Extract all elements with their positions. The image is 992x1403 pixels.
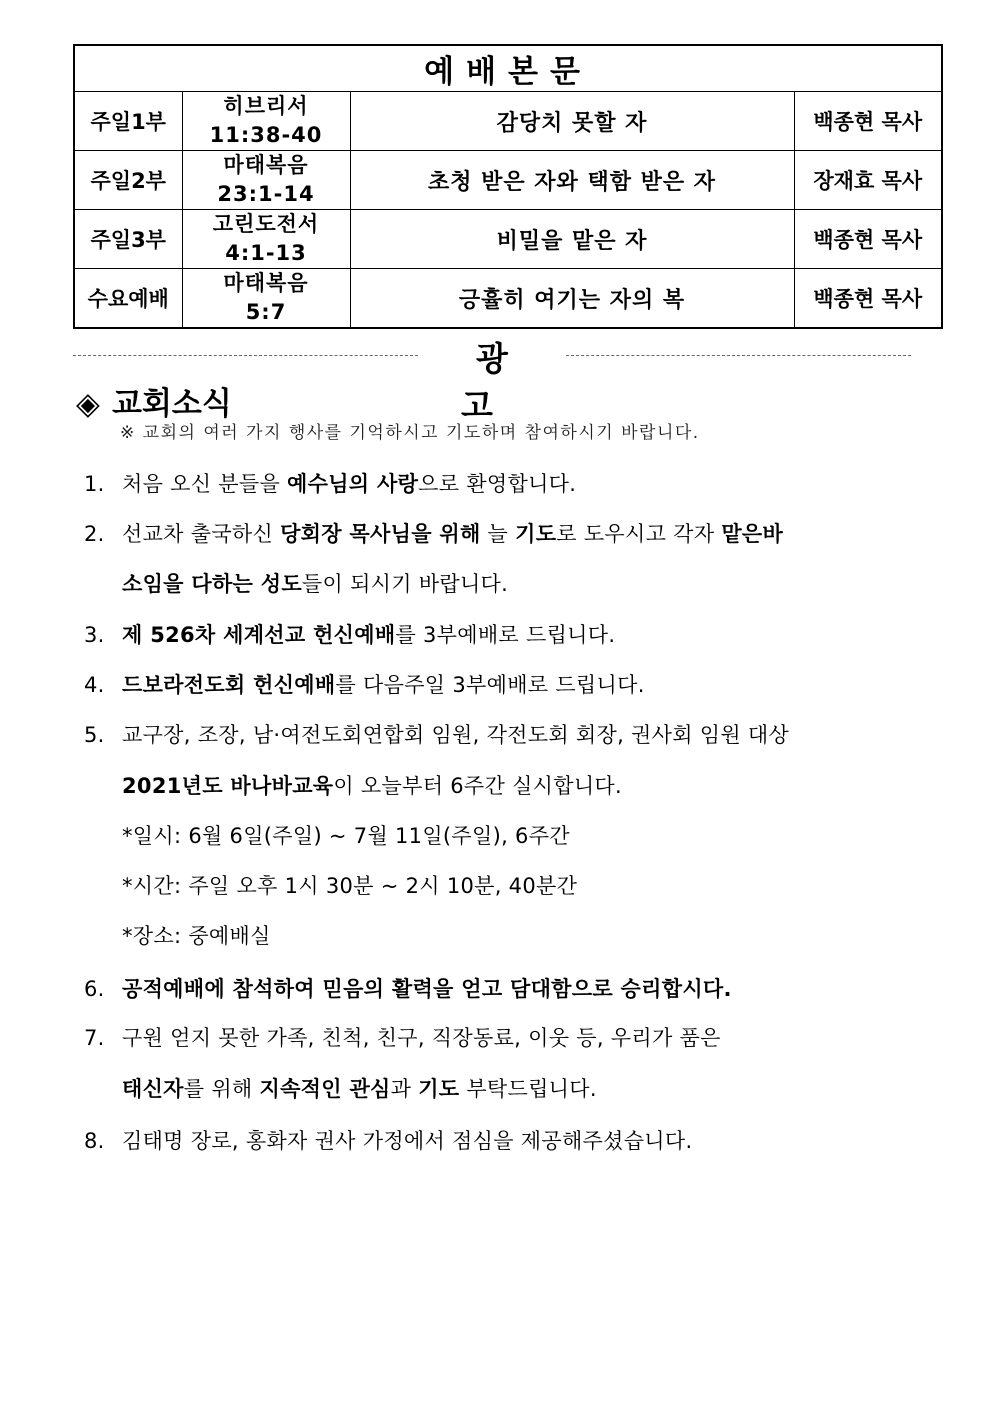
- scripture-book: 히브리서: [223, 94, 309, 118]
- emphasis-text: 소임을 다하는 성도: [122, 572, 302, 596]
- item-number: 2.: [84, 522, 105, 546]
- item-number: 1.: [84, 472, 105, 496]
- emphasis-text: 지속적인 관심: [259, 1077, 391, 1101]
- body-text: 처음 오신 분들을: [122, 472, 288, 496]
- scripture-reference: 4:1-13: [225, 241, 307, 265]
- body-text: *일시: 6월 6일(주일) ~ 7월 11일(주일), 6주간: [122, 824, 570, 848]
- sermon-title: 초청 받은 자와 택함 받은 자: [350, 151, 794, 210]
- scripture: [182, 210, 350, 269]
- announcement-line: [122, 870, 577, 900]
- scripture: [182, 92, 350, 151]
- emphasis-text: 공적예배에 참석하여 믿음의 활력을 얻고 담대함으로 승리합시다.: [122, 977, 732, 1001]
- worship-row: [74, 269, 942, 329]
- section-title-text: 교회소식: [112, 386, 232, 422]
- dashed-divider-right: [566, 355, 911, 356]
- item-number: 4.: [84, 673, 105, 697]
- item-number: 6.: [84, 977, 105, 1001]
- worship-header-row: [74, 45, 942, 92]
- preacher-name: 장재효 목사: [794, 151, 942, 210]
- body-text: 교구장, 조장, 남·여전도회연합회 임원, 각전도회 회장, 권사회 임원 대상: [122, 723, 790, 747]
- worship-rows: [74, 92, 942, 329]
- body-text: 이 오늘부터 6주간 실시합니다.: [333, 774, 622, 798]
- emphasis-text: 예수님의 사랑: [287, 472, 419, 496]
- scripture-reference: 5:7: [245, 300, 287, 324]
- sermon-title: 긍휼히 여기는 자의 복: [350, 269, 794, 329]
- scripture-book: 고린도전서: [212, 212, 320, 236]
- worship-row: [74, 92, 942, 151]
- scripture: [182, 269, 350, 329]
- body-text: 구원 얻지 못한 가족, 친척, 친구, 직장동료, 이웃 등, 우리가 품은: [122, 1026, 721, 1050]
- announcement-item: [84, 973, 732, 1003]
- emphasis-text: 2021년도 바나바교육: [122, 774, 334, 798]
- item-number: 7.: [84, 1026, 105, 1050]
- scripture-reference: 23:1-14: [217, 182, 315, 206]
- body-text: 과: [390, 1077, 419, 1101]
- worship-row: [74, 151, 942, 210]
- body-text: 들이 되시기 바랍니다.: [301, 572, 509, 596]
- body-text: 늘: [480, 522, 516, 546]
- body-text: *시간: 주일 오후 1시 30분 ~ 2시 10분, 40분간: [122, 874, 578, 898]
- item-number: 3.: [84, 623, 105, 647]
- ad-header-title: 광고: [461, 339, 538, 425]
- body-text: 를 위해: [183, 1077, 260, 1101]
- worship-table: [73, 44, 943, 329]
- item-number: 5.: [84, 723, 105, 747]
- diamond-icon: ◈: [76, 386, 100, 422]
- emphasis-text: 기도: [418, 1077, 460, 1101]
- announcement-item: [84, 1022, 721, 1052]
- emphasis-text: 당회장 목사님을 위해: [280, 522, 481, 546]
- announcement-item: [84, 518, 783, 548]
- body-text: *장소: 중예배실: [122, 924, 271, 948]
- body-text: 부탁드립니다.: [459, 1077, 597, 1101]
- announcement-item: [84, 468, 576, 498]
- worship-title: 예배본문: [74, 45, 942, 92]
- scripture: [182, 151, 350, 210]
- body-text: 으로 환영합니다.: [418, 472, 577, 496]
- announcement-line: [122, 820, 570, 850]
- sermon-title: 비밀을 맡은 자: [350, 210, 794, 269]
- announcement-item: [84, 669, 645, 699]
- announcement-item: [84, 619, 615, 649]
- body-text: 를 다음주일 3부예배로 드립니다.: [335, 673, 645, 697]
- service-name: 수요예배: [74, 269, 182, 329]
- emphasis-text: 태신자: [122, 1077, 184, 1101]
- service-name: 주일2부: [74, 151, 182, 210]
- scripture-book: 마태복음: [223, 271, 309, 295]
- dashed-divider-left: [73, 355, 418, 356]
- preacher-name: 백종현 목사: [794, 269, 942, 329]
- announcement-item: [84, 1125, 692, 1155]
- scripture-reference: 11:38-40: [209, 123, 323, 147]
- announcement-line: [122, 920, 271, 950]
- body-text: 김태명 장로, 홍화자 권사 가정에서 점심을 제공해주셨습니다.: [122, 1129, 693, 1153]
- emphasis-text: 기도: [515, 522, 557, 546]
- section-title: [76, 378, 232, 423]
- scripture-book: 마태복음: [223, 153, 309, 177]
- worship-row: [74, 210, 942, 269]
- emphasis-text: 맡은바: [721, 522, 784, 546]
- announcement-item: [84, 719, 789, 749]
- body-text: 선교차 출국하신: [122, 522, 281, 546]
- body-text: 로 도우시고 각자: [556, 522, 722, 546]
- announcement-line: [122, 1073, 597, 1103]
- announcement-line: [122, 568, 508, 598]
- preacher-name: 백종현 목사: [794, 92, 942, 151]
- preacher-name: 백종현 목사: [794, 210, 942, 269]
- body-text: 를 3부예배로 드립니다.: [395, 623, 616, 647]
- section-note: ※ 교회의 여러 가지 행사를 기억하시고 기도하며 참여하시기 바랍니다.: [120, 423, 700, 443]
- service-name: 주일3부: [74, 210, 182, 269]
- service-name: 주일1부: [74, 92, 182, 151]
- sermon-title: 감당치 못할 자: [350, 92, 794, 151]
- emphasis-text: 제 526차 세계선교 헌신예배: [122, 623, 396, 647]
- item-number: 8.: [84, 1129, 105, 1153]
- emphasis-text: 드보라전도회 헌신예배: [122, 673, 336, 697]
- announcement-line: [122, 770, 622, 800]
